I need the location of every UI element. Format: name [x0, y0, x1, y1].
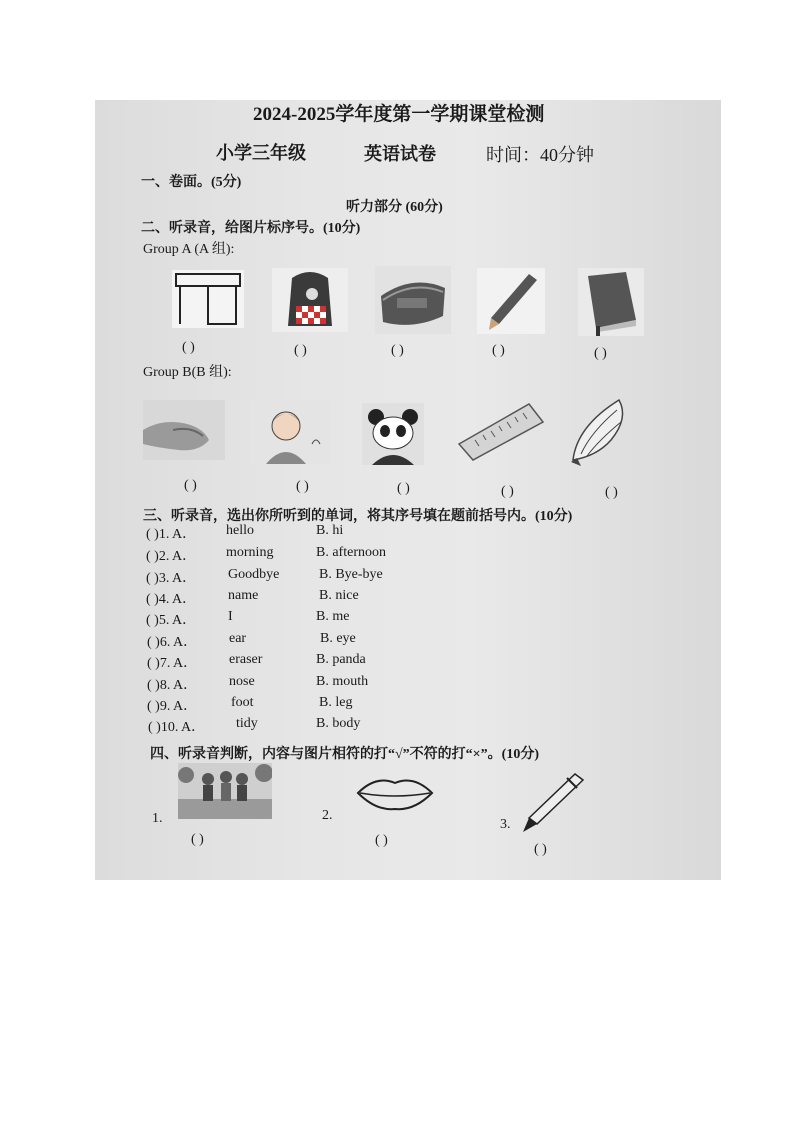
exam-title: 2024-2025学年度第一学期课堂检测 — [253, 104, 545, 125]
schoolbag-icon — [272, 268, 348, 332]
question-6-option-a: ear — [229, 631, 247, 646]
boy-icon — [250, 400, 330, 464]
question-6-prefix[interactable]: ( )6. A． — [147, 635, 198, 650]
pen-icon — [517, 768, 587, 836]
group-a-label: Group A (A 组): — [143, 242, 235, 257]
item-3-answer[interactable]: ( ) — [534, 842, 547, 857]
item-3-number: 3. — [500, 817, 511, 832]
question-4-option-b: B. nice — [319, 588, 359, 603]
group-a-answer-4[interactable]: ( ) — [492, 343, 505, 358]
group-b-answer-5[interactable]: ( ) — [605, 485, 618, 500]
question-8-option-b: B. mouth — [316, 674, 369, 689]
question-10-option-b: B. body — [316, 716, 361, 731]
group-b-answer-3[interactable]: ( ) — [397, 481, 410, 496]
section-3-title: 三、听录音，选出你所听到的单词，将其序号填在题前括号内。(10分) — [143, 509, 573, 524]
question-2-option-a: morning — [226, 545, 274, 560]
group-a-answer-3[interactable]: ( ) — [391, 343, 404, 358]
question-3-option-b: B. Bye-bye — [319, 567, 383, 582]
question-2-prefix[interactable]: ( )2. A． — [146, 549, 197, 564]
panda-icon — [362, 403, 424, 465]
question-9-option-b: B. leg — [319, 695, 353, 710]
pencil-icon — [477, 268, 545, 334]
question-5-option-a: I — [228, 609, 233, 624]
question-7-prefix[interactable]: ( )7. A． — [147, 656, 198, 671]
question-8-prefix[interactable]: ( )8. A． — [147, 678, 198, 693]
question-5-prefix[interactable]: ( )5. A． — [146, 613, 197, 628]
group-a-answer-1[interactable]: ( ) — [182, 340, 195, 355]
question-4-option-a: name — [228, 588, 259, 603]
ruler-icon — [455, 400, 547, 462]
group-b-label: Group B(B 组): — [143, 365, 232, 380]
question-1-option-b: B. hi — [316, 523, 344, 538]
question-9-option-a: foot — [231, 695, 254, 710]
item-2-answer[interactable]: ( ) — [375, 833, 388, 848]
pencil-case-icon — [375, 266, 451, 334]
question-10-prefix[interactable]: ( )10. A． — [148, 720, 206, 735]
question-6-option-b: B. eye — [320, 631, 356, 646]
children-icon — [178, 763, 272, 819]
question-7-option-b: B. panda — [316, 652, 366, 667]
wing-icon — [567, 396, 633, 470]
question-3-prefix[interactable]: ( )3. A． — [146, 571, 197, 586]
item-1-number: 1. — [152, 811, 163, 826]
desk-icon — [170, 268, 246, 330]
question-5-option-b: B. me — [316, 609, 350, 624]
section-4-title: 四、听录音判断，内容与图片相符的打“√”不符的打“×”。(10分) — [150, 747, 539, 762]
hands-icon — [143, 400, 225, 460]
listening-title: 听力部分 (60分) — [346, 200, 443, 215]
section-1-title: 一、卷面。(5分) — [141, 175, 242, 190]
question-1-prefix[interactable]: ( )1. A． — [146, 527, 197, 542]
group-a-answer-2[interactable]: ( ) — [294, 343, 307, 358]
group-b-answer-2[interactable]: ( ) — [296, 479, 309, 494]
subject-label: 英语试卷 — [364, 144, 436, 164]
question-2-option-b: B. afternoon — [316, 545, 386, 560]
group-b-answer-1[interactable]: ( ) — [184, 478, 197, 493]
section-2-title: 二、听录音，给图片标序号。(10分) — [141, 221, 361, 236]
question-7-option-a: eraser — [229, 652, 263, 667]
item-2-number: 2. — [322, 808, 333, 823]
question-3-option-a: Goodbye — [228, 567, 280, 582]
mouth-icon — [356, 773, 434, 813]
time-label: 时间：40分钟 — [486, 145, 594, 165]
grade-label: 小学三年级 — [216, 143, 306, 163]
item-1-answer[interactable]: ( ) — [191, 832, 204, 847]
question-8-option-a: nose — [229, 674, 255, 689]
question-10-option-a: tidy — [236, 716, 258, 731]
book-icon — [578, 268, 644, 336]
question-1-option-a: hello — [226, 523, 254, 538]
question-9-prefix[interactable]: ( )9. A． — [147, 699, 198, 714]
question-4-prefix[interactable]: ( )4. A． — [146, 592, 197, 607]
group-b-answer-4[interactable]: ( ) — [501, 484, 514, 499]
group-a-answer-5[interactable]: ( ) — [594, 346, 607, 361]
